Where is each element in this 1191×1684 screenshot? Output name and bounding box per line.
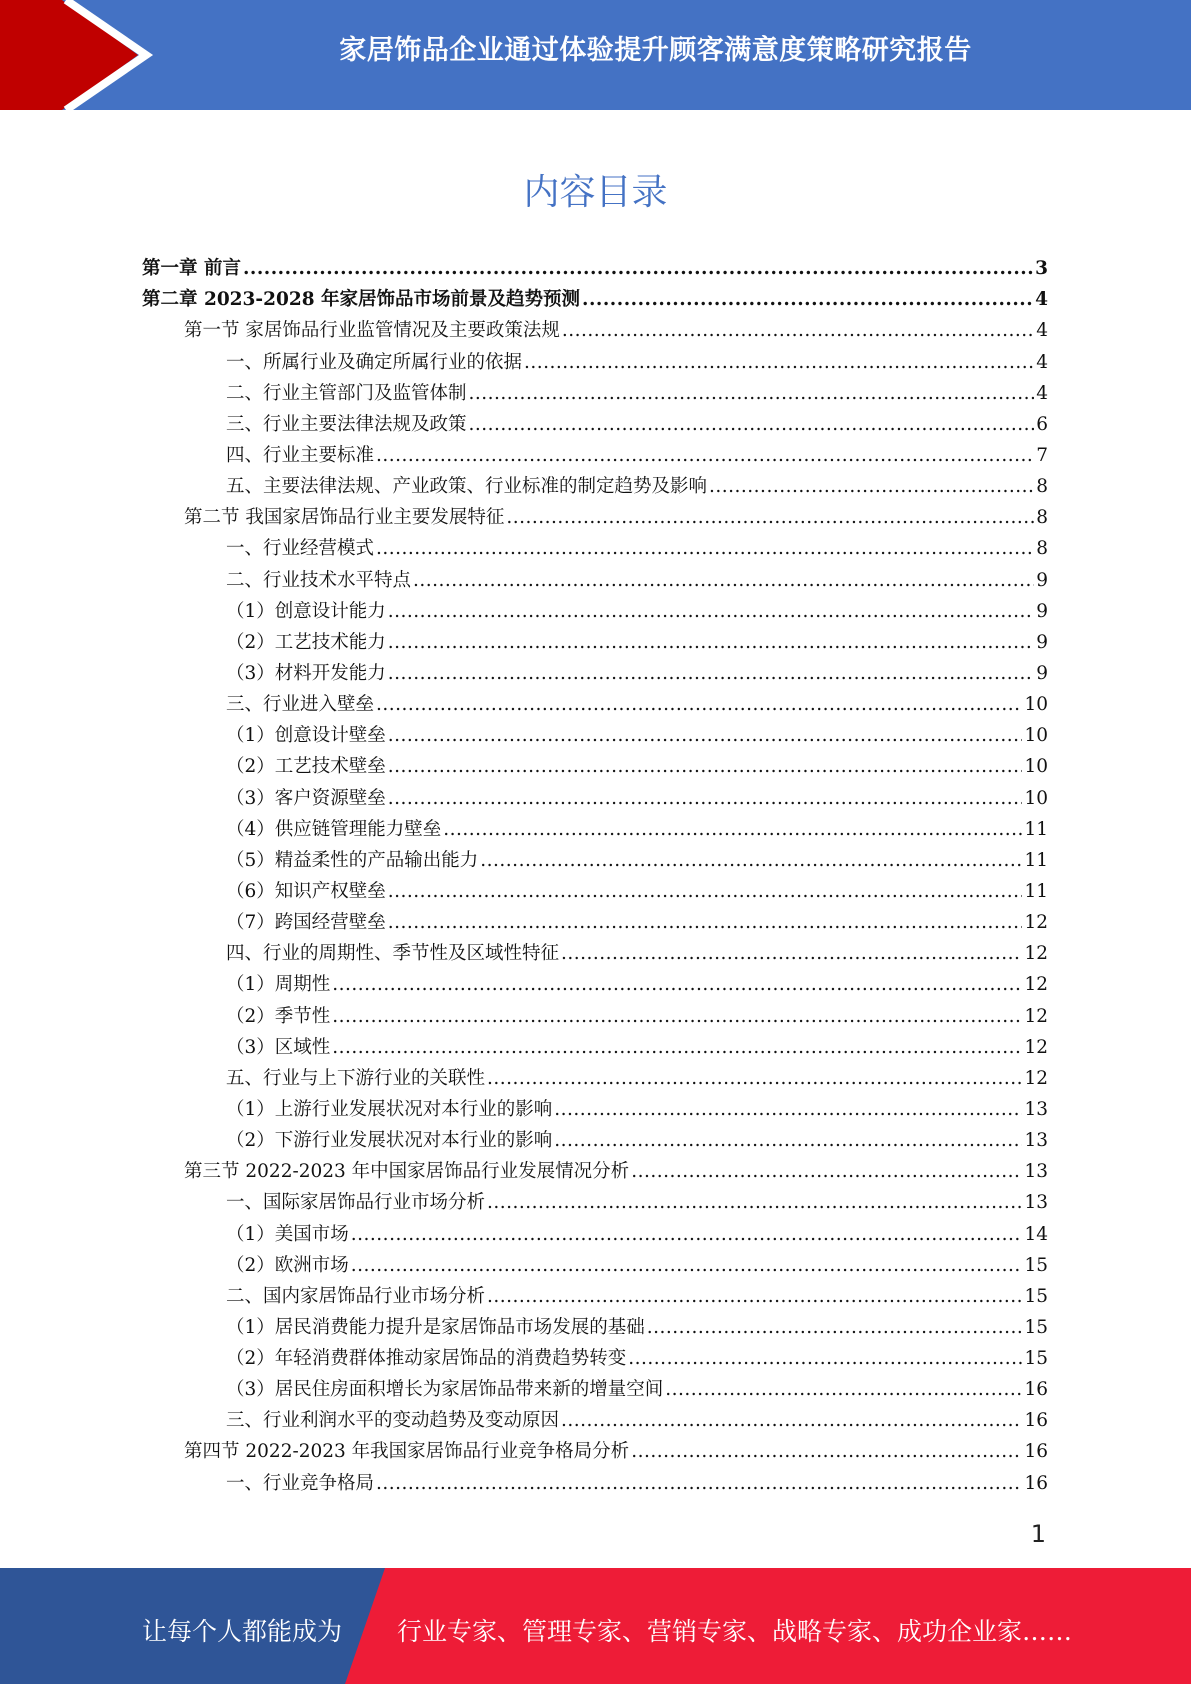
toc-entry-page: 11 — [1024, 880, 1048, 902]
toc-leader-dots — [554, 1125, 1022, 1156]
toc-leader-dots — [332, 1032, 1022, 1063]
toc-entry[interactable] — [142, 1187, 1048, 1218]
toc-entry-page: 4 — [1036, 382, 1048, 404]
toc-entry[interactable] — [142, 1436, 1048, 1467]
toc-leader-dots — [628, 1343, 1022, 1374]
toc-entry[interactable] — [142, 814, 1048, 845]
toc-entry-page: 12 — [1024, 1005, 1048, 1027]
toc-entry-page: 11 — [1024, 818, 1048, 840]
toc-entry-page: 3 — [1035, 258, 1048, 280]
toc-entry-title: （6）知识产权壁垒 — [226, 880, 386, 902]
toc-entry-title: （2）工艺技术能力 — [226, 631, 386, 653]
toc-entry-page: 15 — [1024, 1348, 1048, 1370]
toc-entry[interactable] — [142, 502, 1048, 533]
toc-entry-title: （3）区域性 — [226, 1036, 331, 1058]
toc-entry[interactable] — [142, 1156, 1048, 1187]
toc-entry-title: （1）创意设计能力 — [226, 600, 386, 622]
toc-entry-page: 4 — [1036, 320, 1048, 342]
toc-entry-page: 7 — [1036, 444, 1048, 466]
toc-entry-title: 五、主要法律法规、产业政策、行业标准的制定趋势及影响 — [226, 476, 708, 498]
toc-entry-page: 12 — [1024, 974, 1048, 996]
page-footer — [0, 1568, 1191, 1684]
toc-leader-dots — [709, 471, 1034, 502]
toc-entry[interactable] — [142, 1343, 1048, 1374]
toc-leader-dots — [561, 1405, 1022, 1436]
toc-leader-dots — [506, 502, 1034, 533]
toc-entry-page: 4 — [1036, 351, 1048, 373]
toc-entry[interactable] — [142, 1250, 1048, 1281]
page-header — [0, 0, 1191, 110]
toc-entry-page: 12 — [1024, 943, 1048, 965]
toc-leader-dots — [469, 409, 1035, 440]
toc-entry-title: 二、行业技术水平特点 — [226, 569, 412, 591]
toc-entry[interactable] — [142, 1218, 1048, 1249]
toc-entry-page: 9 — [1036, 569, 1048, 591]
toc-entry[interactable] — [142, 1094, 1048, 1125]
toc-entry-page: 9 — [1036, 631, 1048, 653]
toc-entry-title: （4）供应链管理能力壁垒 — [226, 818, 442, 840]
toc-entry-page: 8 — [1036, 538, 1048, 560]
toc-entry-title: 五、行业与上下游行业的关联性 — [226, 1067, 486, 1089]
toc-entry[interactable] — [142, 782, 1048, 813]
toc-leader-dots — [582, 284, 1033, 315]
toc-entry[interactable] — [142, 564, 1048, 595]
toc-leader-dots — [631, 1156, 1022, 1187]
report-title: 家居饰品企业通过体验提升顾客满意度策略研究报告 — [339, 35, 972, 66]
toc-entry[interactable] — [142, 533, 1048, 564]
toc-entry[interactable] — [142, 253, 1048, 284]
toc-entry-page: 13 — [1024, 1130, 1048, 1152]
toc-entry[interactable] — [142, 658, 1048, 689]
toc-leader-dots — [413, 565, 1034, 596]
toc-entry-title: 一、所属行业及确定所属行业的依据 — [226, 351, 523, 373]
toc-entry-page: 16 — [1024, 1472, 1048, 1494]
toc-entry-title: （2）年轻消费群体推动家居饰品的消费趋势转变 — [226, 1348, 627, 1370]
toc-entry[interactable] — [142, 720, 1048, 751]
toc-entry-title: （1）美国市场 — [226, 1223, 349, 1245]
toc-leader-dots — [351, 1250, 1023, 1281]
toc-entry[interactable] — [142, 409, 1048, 440]
toc-entry[interactable] — [142, 1467, 1048, 1498]
toc-entry-page: 13 — [1024, 1192, 1048, 1214]
toc-entry-page: 12 — [1024, 912, 1048, 934]
toc-leader-dots — [388, 596, 1034, 627]
toc-entry-page: 15 — [1024, 1254, 1048, 1276]
toc-entry[interactable] — [142, 751, 1048, 782]
toc-leader-dots — [388, 876, 1023, 907]
toc-entry-page: 8 — [1036, 507, 1048, 529]
toc-entry[interactable] — [142, 969, 1048, 1000]
toc-entry-page: 13 — [1024, 1161, 1048, 1183]
toc-entry-page: 16 — [1024, 1379, 1048, 1401]
toc-leader-dots — [487, 1187, 1022, 1218]
toc-entry[interactable] — [142, 1032, 1048, 1063]
toc-entry[interactable] — [142, 596, 1048, 627]
toc-leader-dots — [376, 533, 1034, 564]
toc-entry[interactable] — [142, 284, 1048, 315]
toc-entry[interactable] — [142, 1281, 1048, 1312]
toc-entry-page: 10 — [1024, 694, 1048, 716]
toc-entry-title: （1）周期性 — [226, 974, 331, 996]
toc-leader-dots — [665, 1374, 1022, 1405]
toc-leader-dots — [647, 1312, 1023, 1343]
toc-entry-page: 10 — [1024, 787, 1048, 809]
toc-entry-page: 16 — [1024, 1410, 1048, 1432]
toc-entry-page: 16 — [1024, 1441, 1048, 1463]
toc-entry-title: 一、国际家居饰品行业市场分析 — [226, 1192, 486, 1214]
toc-entry-title: 四、行业的周期性、季节性及区域性特征 — [226, 943, 560, 965]
toc-entry-title: 第四节 2022-2023 年我国家居饰品行业竞争格局分析 — [184, 1441, 630, 1463]
toc-leader-dots — [524, 347, 1034, 378]
toc-entry-title: （3）客户资源壁垒 — [226, 787, 386, 809]
toc-leader-dots — [487, 1281, 1022, 1312]
toc-leader-dots — [487, 1063, 1022, 1094]
toc-leader-dots — [480, 845, 1022, 876]
toc-entry-title: （7）跨国经营壁垒 — [226, 912, 386, 934]
toc-entry[interactable] — [142, 627, 1048, 658]
toc-leader-dots — [443, 814, 1022, 845]
toc-leader-dots — [388, 627, 1034, 658]
toc-entry-title: 三、行业利润水平的变动趋势及变动原因 — [226, 1410, 560, 1432]
toc-entry-page: 11 — [1024, 849, 1048, 871]
toc-leader-dots — [631, 1436, 1022, 1467]
toc-entry-title: 第三节 2022-2023 年中国家居饰品行业发展情况分析 — [184, 1161, 630, 1183]
table-of-contents — [142, 253, 1048, 1499]
toc-entry-title: （1）上游行业发展状况对本行业的影响 — [226, 1098, 553, 1120]
toc-entry-page: 4 — [1035, 289, 1048, 311]
toc-entry-title: （2）欧洲市场 — [226, 1254, 349, 1276]
toc-entry-title: 三、行业主要法律法规及政策 — [226, 413, 467, 435]
footer-slogan-left: 让每个人都能成为 — [142, 1617, 343, 1646]
toc-entry-page: 8 — [1036, 476, 1048, 498]
toc-leader-dots — [388, 658, 1034, 689]
toc-entry-title: 第二章 2023-2028 年家居饰品市场前景及趋势预测 — [142, 289, 581, 311]
toc-entry[interactable] — [142, 689, 1048, 720]
toc-entry-title: （2）下游行业发展状况对本行业的影响 — [226, 1130, 553, 1152]
toc-entry[interactable] — [142, 1312, 1048, 1343]
toc-leader-dots — [376, 440, 1034, 471]
toc-entry-title: 一、行业竞争格局 — [226, 1472, 375, 1494]
toc-entry-page: 13 — [1024, 1098, 1048, 1120]
toc-entry-title: 第一节 家居饰品行业监管情况及主要政策法规 — [184, 320, 560, 342]
toc-entry[interactable] — [142, 1125, 1048, 1156]
toc-entry-page: 15 — [1024, 1285, 1048, 1307]
toc-entry[interactable] — [142, 938, 1048, 969]
toc-entry-page: 6 — [1036, 413, 1048, 435]
toc-entry[interactable] — [142, 315, 1048, 346]
toc-leader-dots — [388, 720, 1023, 751]
toc-leader-dots — [388, 783, 1023, 814]
toc-entry-page: 9 — [1036, 600, 1048, 622]
toc-entry-page: 15 — [1024, 1316, 1048, 1338]
toc-entry-page: 12 — [1024, 1067, 1048, 1089]
toc-leader-dots — [351, 1219, 1023, 1250]
footer-slogan-right: 行业专家、管理专家、营销专家、战略专家、成功企业家…… — [397, 1617, 1073, 1646]
toc-leader-dots — [561, 938, 1022, 969]
toc-leader-dots — [469, 378, 1035, 409]
toc-entry-title: 一、行业经营模式 — [226, 538, 375, 560]
toc-entry[interactable] — [142, 440, 1048, 471]
toc-entry-page: 12 — [1024, 1036, 1048, 1058]
toc-entry-title: 四、行业主要标准 — [226, 444, 375, 466]
toc-entry-title: （1）创意设计壁垒 — [226, 725, 386, 747]
toc-entry[interactable] — [142, 471, 1048, 502]
toc-entry-title: 三、行业进入壁垒 — [226, 694, 375, 716]
toc-leader-dots — [243, 253, 1033, 284]
toc-entry-title: 第一章 前言 — [142, 258, 241, 280]
toc-entry[interactable] — [142, 378, 1048, 409]
toc-entry-title: （3）居民住房面积增长为家居饰品带来新的增量空间 — [226, 1379, 664, 1401]
toc-entry-title: 第二节 我国家居饰品行业主要发展特征 — [184, 507, 505, 529]
toc-entry[interactable] — [142, 346, 1048, 377]
toc-title: 内容目录 — [523, 172, 668, 213]
toc-leader-dots — [554, 1094, 1022, 1125]
toc-entry[interactable] — [142, 1374, 1048, 1405]
toc-leader-dots — [376, 689, 1022, 720]
toc-entry-title: （3）材料开发能力 — [226, 662, 386, 684]
toc-entry[interactable] — [142, 876, 1048, 907]
toc-leader-dots — [376, 1468, 1022, 1499]
toc-entry-page: 14 — [1024, 1223, 1048, 1245]
toc-entry-page: 10 — [1024, 725, 1048, 747]
toc-leader-dots — [388, 907, 1023, 938]
toc-entry-title: （2）季节性 — [226, 1005, 331, 1027]
toc-entry[interactable] — [142, 1063, 1048, 1094]
toc-entry-page: 9 — [1036, 662, 1048, 684]
toc-leader-dots — [332, 1001, 1022, 1032]
toc-entry[interactable] — [142, 845, 1048, 876]
toc-leader-dots — [332, 969, 1022, 1000]
toc-entry[interactable] — [142, 907, 1048, 938]
toc-entry[interactable] — [142, 1405, 1048, 1436]
toc-entry-title: （2）工艺技术壁垒 — [226, 756, 386, 778]
toc-leader-dots — [562, 315, 1034, 346]
toc-entry-title: （5）精益柔性的产品输出能力 — [226, 849, 479, 871]
toc-leader-dots — [388, 751, 1023, 782]
page-number: 1 — [1030, 1520, 1046, 1548]
toc-entry-title: （1）居民消费能力提升是家居饰品市场发展的基础 — [226, 1316, 645, 1338]
toc-entry[interactable] — [142, 1000, 1048, 1031]
toc-entry-title: 二、国内家居饰品行业市场分析 — [226, 1285, 486, 1307]
toc-entry-page: 10 — [1024, 756, 1048, 778]
toc-entry-title: 二、行业主管部门及监管体制 — [226, 382, 467, 404]
